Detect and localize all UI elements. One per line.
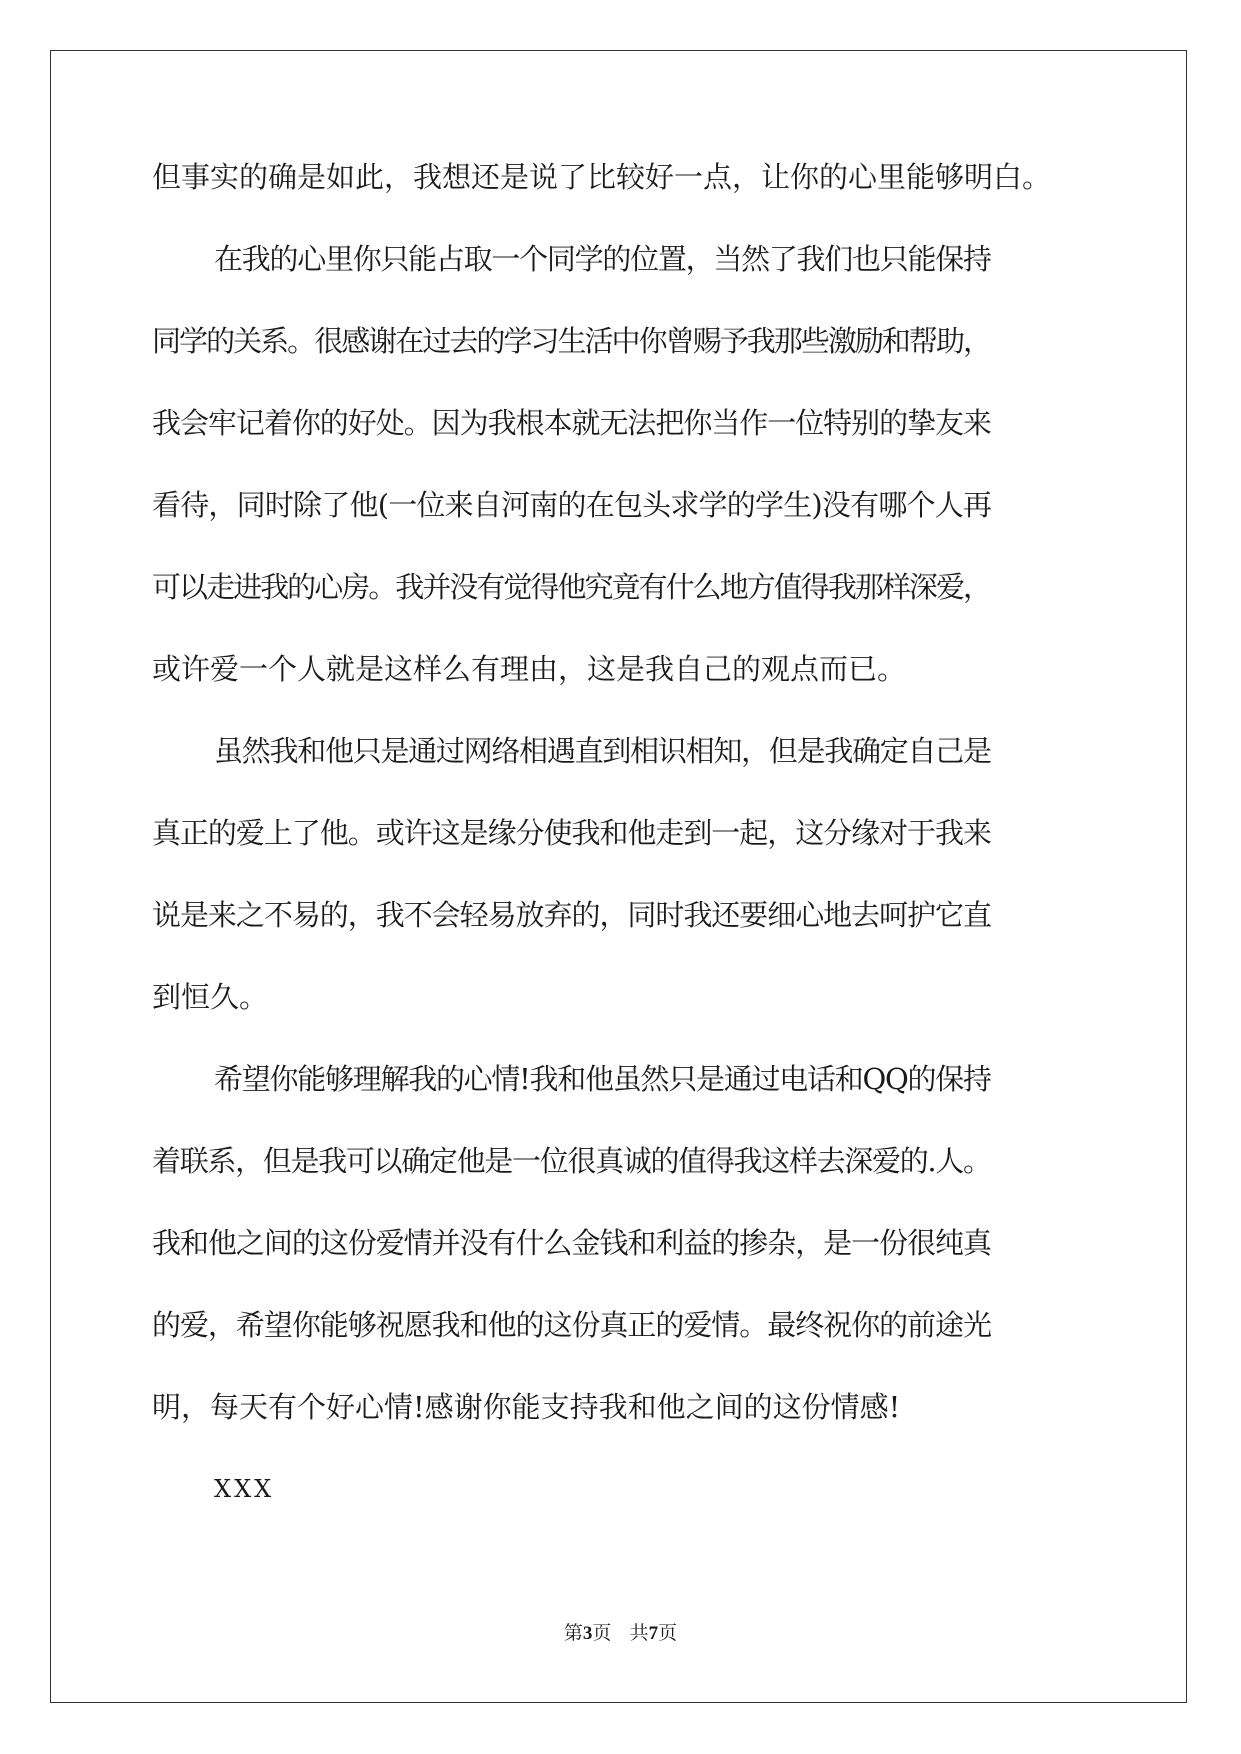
total-prefix: 共 xyxy=(629,1622,649,1644)
paragraph-start-line: 在我的心里你只能占取一个同学的位置，当然了我们也只能保持 xyxy=(214,242,991,276)
text-line: 同学的关系。很感谢在过去的学习生活中你曾赐予我那些激励和帮助， xyxy=(152,324,991,358)
total-suffix: 页 xyxy=(658,1622,678,1644)
signature: XXX xyxy=(214,1475,275,1503)
text-line: 的爱，希望你能够祝愿我和他的这份真正的爱情。最终祝你的前途光 xyxy=(152,1308,991,1342)
text-line: 可以走进我的心房。我并没有觉得他究竟有什么地方值得我那样深爱， xyxy=(152,570,991,604)
text-line: 我会牢记着你的好处。因为我根本就无法把你当作一位特别的挚友来 xyxy=(152,406,991,440)
document-body xyxy=(152,162,1092,1556)
page-suffix: 页 xyxy=(592,1622,612,1644)
text-line: 或许爱一个人就是这样么有理由，这是我自己的观点而已。 xyxy=(152,652,907,686)
text-line: 但事实的确是如此，我想还是说了比较好一点，让你的心里能够明白。 xyxy=(152,160,1052,194)
text-line: 我和他之间的这份爱情并没有什么金钱和利益的掺杂，是一份很纯真 xyxy=(152,1226,991,1260)
page-footer xyxy=(0,1618,1241,1645)
paragraph-start-line: 希望你能够理解我的心情!我和他虽然只是通过电话和QQ的保持 xyxy=(214,1062,991,1096)
total-pages-number: 7 xyxy=(648,1623,659,1644)
text-line: 到恒久。 xyxy=(152,980,269,1014)
text-line: 明，每天有个好心情!感谢你能支持我和他之间的这份情感! xyxy=(152,1390,901,1424)
text-line: 真正的爱上了他。或许这是缘分使我和他走到一起，这分缘对于我来 xyxy=(152,816,991,850)
text-line: 看待，同时除了他(一位来自河南的在包头求学的学生)没有哪个人再 xyxy=(152,488,992,522)
current-page-number: 3 xyxy=(582,1623,593,1644)
paragraph-start-line: 虽然我和他只是通过网络相遇直到相识相知，但是我确定自己是 xyxy=(214,734,991,768)
text-line: 说是来之不易的，我不会轻易放弃的，同时我还要细心地去呵护它直 xyxy=(152,898,991,932)
text-line: 着联系，但是我可以确定他是一位很真诚的值得我这样去深爱的.人。 xyxy=(152,1144,991,1178)
page-prefix: 第 xyxy=(563,1622,583,1644)
